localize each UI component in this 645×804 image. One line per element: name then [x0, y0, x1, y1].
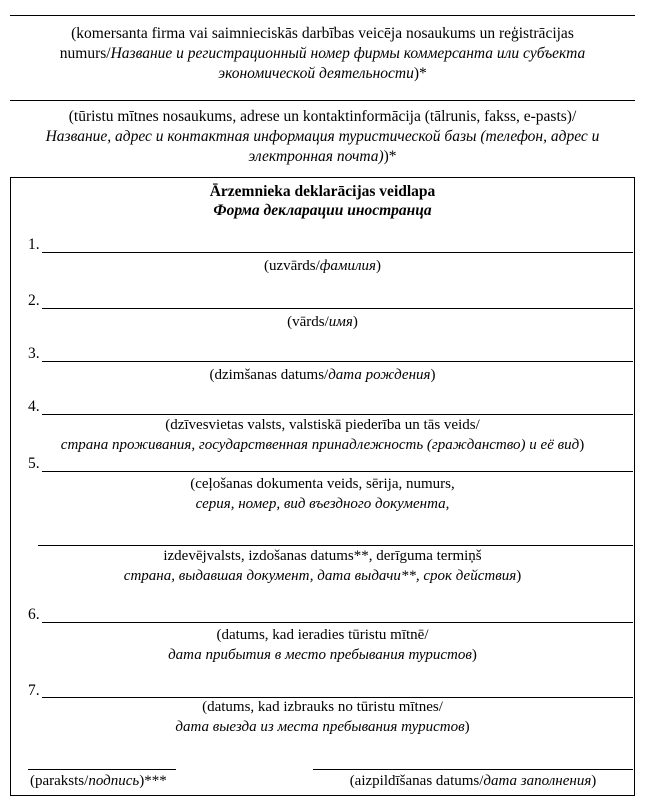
field-6-caption: [12, 625, 633, 665]
field-1-caption-lv: (uzvārds/: [263, 258, 320, 274]
field-7-number: 7.: [28, 682, 40, 699]
field-2-caption-lv: (vārds/: [287, 314, 329, 330]
field-6-caption-end: ): [471, 647, 477, 663]
fill-date-caption-lv: (aizpildīšanas datums/: [349, 773, 484, 789]
field-3-caption-lv: (dzimšanas datums/: [209, 367, 329, 383]
field-5b-caption: [12, 546, 633, 586]
facility-caption-line3: [10, 147, 635, 167]
field-4-caption-lv: (dzīvesvietas valsts, valstiskā piederība un tās veids/: [165, 417, 480, 433]
field-6-caption-lv: (datums, kad ieradies tūristu mītnē/: [216, 627, 429, 643]
field-5-caption: [12, 474, 633, 514]
fill-date-caption-end: ): [591, 773, 597, 789]
fill-date-line[interactable]: [313, 769, 633, 770]
field-3-line[interactable]: [42, 361, 633, 362]
field-7-caption-ru: дата выезда из места пребывания туристов: [175, 719, 465, 735]
field-7-caption: [12, 697, 633, 737]
header-top-rule: [10, 15, 635, 16]
company-caption-ru-end: экономической деятельности: [218, 65, 414, 82]
company-caption-line1: (komersanta firma vai saimnieciskās darbības veicēja nosaukums un reģistrācijas: [71, 25, 574, 42]
field-2-caption: [12, 312, 633, 332]
field-5b-caption-lv: izdevējvalsts, izdošanas datums**, derīguma termiņš: [163, 548, 482, 564]
field-7-caption-lv: (datums, kad izbrauks no tūristu mītnes/: [202, 699, 443, 715]
form-title-lv: Ārzemnieka deklarācijas veidlapa: [209, 183, 436, 200]
field-4-caption: [12, 415, 633, 455]
field-5-line[interactable]: [42, 471, 633, 472]
signature-caption: [30, 773, 167, 790]
signature-caption-ru: подпись: [88, 773, 140, 789]
field-2-caption-ru: имя: [328, 314, 353, 330]
field-2-line[interactable]: [42, 308, 633, 309]
fill-date-caption-ru: дата заполнения: [483, 773, 592, 789]
facility-caption-close: )*: [383, 148, 397, 165]
field-1-caption-ru: фамилия: [319, 258, 377, 274]
field-6-line[interactable]: [42, 622, 633, 623]
field-4-caption-ru: страна проживания, государственная принадлежность (гражданство) и её вид: [60, 437, 580, 453]
company-caption-line3: [10, 64, 635, 84]
field-2-number: 2.: [28, 292, 40, 309]
facility-caption-line2: Название, адрес и контактная информация туристической базы (телефон, адрес и: [45, 128, 600, 145]
field-5b-caption-ru: страна, выдавшая документ, дата выдачи**, срок действия: [123, 568, 517, 584]
field-5-caption-lv: (ceļošanas dokumenta veids, sērija, numurs,: [190, 476, 455, 492]
field-1-number: 1.: [28, 236, 40, 253]
field-1-caption: [12, 256, 633, 276]
company-caption-close: )*: [413, 65, 427, 82]
field-4-number: 4.: [28, 398, 40, 415]
facility-rule: [10, 100, 635, 101]
facility-caption: [10, 107, 635, 167]
field-5b-caption-end: ): [516, 568, 522, 584]
field-6-caption-ru: дата прибытия в место пребывания туристов: [168, 647, 472, 663]
field-4-caption-end: ): [579, 437, 585, 453]
company-caption-lv-part: numurs/: [59, 45, 111, 62]
company-caption-ru-part: Название и регистрационный номер фирмы коммерсанта или субъекта: [110, 45, 586, 62]
field-1-caption-end: ): [376, 258, 382, 274]
field-7-caption-end: ): [464, 719, 470, 735]
field-2-caption-end: ): [352, 314, 358, 330]
field-1-line[interactable]: [42, 252, 633, 253]
field-3-number: 3.: [28, 345, 40, 362]
field-3-caption: [12, 365, 633, 385]
facility-caption-ru-end: электронная почта): [248, 148, 384, 165]
company-caption-line2: [10, 44, 635, 64]
form-title-ru: Форма декларации иностранца: [213, 202, 432, 219]
signature-caption-end: )***: [139, 773, 167, 789]
field-3-caption-end: ): [430, 367, 436, 383]
facility-caption-line1: (tūristu mītnes nosaukums, adrese un kontaktinformācija (tālrunis, fakss, e-pasts)/: [68, 108, 577, 125]
signature-caption-lv: (paraksts/: [30, 773, 89, 789]
company-caption: [10, 24, 635, 84]
signature-line[interactable]: [28, 769, 176, 770]
field-5-caption-ru: серия, номер, вид въездного документа,: [195, 496, 450, 512]
field-3-caption-ru: дата рождения: [328, 367, 431, 383]
field-5-number: 5.: [28, 455, 40, 472]
fill-date-caption: [313, 773, 633, 790]
field-6-number: 6.: [28, 606, 40, 623]
